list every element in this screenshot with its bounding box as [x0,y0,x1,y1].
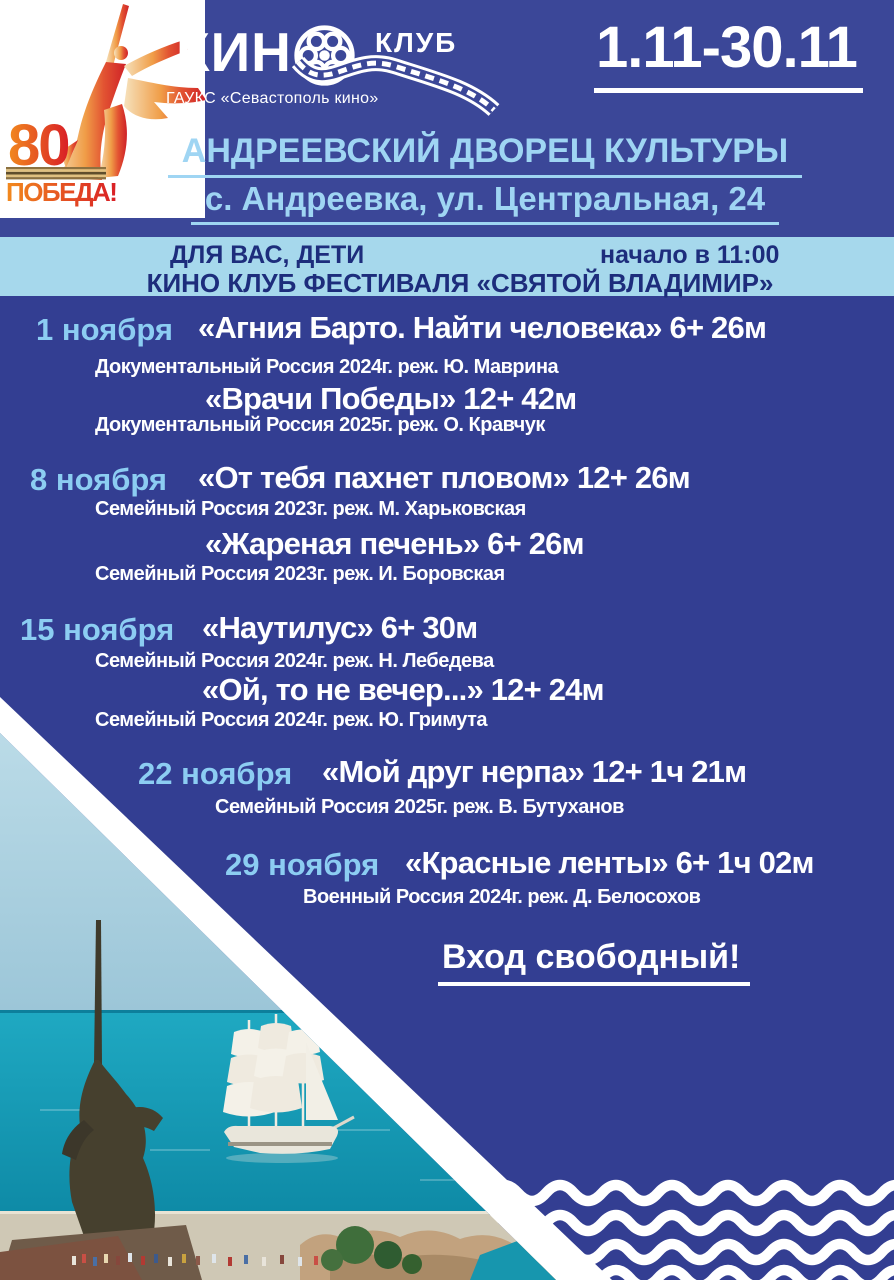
date-range [594,14,863,81]
film-date: 1 ноября [36,312,173,347]
film-date: 8 ноября [30,462,167,497]
victory-word: ПОБЕДА! [6,177,117,207]
venue-name: АНДРЕЕВСКИЙ ДВОРЕЦ КУЛЬТУРЫ [130,130,840,173]
film-info: Семейный Россия 2025г. реж. В. Бутуханов [215,796,624,818]
film-info: Семейный Россия 2024г. реж. Н. Лебедева [95,650,494,672]
film-title: «Врачи Победы» 12+ 42м [205,381,577,416]
film-info: Семейный Россия 2023г. реж. М. Харьковская [95,498,526,520]
start-time-label: начало в 11:00 [600,241,780,269]
brand-org-name: ГАУКС «Севастополь кино» [166,90,379,107]
brand-club-text: КЛУБ [375,27,458,58]
film-date: 29 ноября [225,847,380,882]
film-title: «Красные ленты» 6+ 1ч 02м [405,845,814,880]
film-title: «Жареная печень» 6+ 26м [205,526,584,561]
venue-block [130,130,840,219]
film-info: Документальный Россия 2024г. реж. Ю. Маврина [95,356,559,378]
film-info: Семейный Россия 2024г. реж. Ю. Гримута [95,709,488,731]
film-title: «Наутилус» 6+ 30м [202,610,478,645]
victory-number: 80 [8,113,69,178]
film-info: Документальный Россия 2025г. реж. О. Кравчук [95,414,545,436]
venue-address: с. Андреевка, ул. Центральная, 24 [130,178,840,219]
film-info: Семейный Россия 2023г. реж. И. Боровская [95,563,505,585]
film-title: «Ой, то не вечер...» 12+ 24м [202,672,604,707]
free-entry: Вход свободный! [438,938,750,977]
film-info: Военный Россия 2024г. реж. Д. Белосохов [303,886,701,908]
film-date: 22 ноября [138,756,293,791]
film-title: «От тебя пахнет пловом» 12+ 26м [198,460,690,495]
audience-label: ДЛЯ ВАС, ДЕТИ [170,241,365,269]
film-strip-icon [292,52,504,124]
date-range-text: 1.11-30.11 [594,15,863,93]
festival-label: КИНО КЛУБ ФЕСТИВАЛЯ «СВЯТОЙ ВЛАДИМИР» [146,268,774,298]
session-band [0,237,894,296]
film-date: 15 ноября [20,612,175,647]
film-title: «Агния Барто. Найти человека» 6+ 26м [198,310,767,345]
brand-kino-text: КИН [176,21,292,83]
film-title: «Мой друг нерпа» 12+ 1ч 21м [322,754,747,789]
